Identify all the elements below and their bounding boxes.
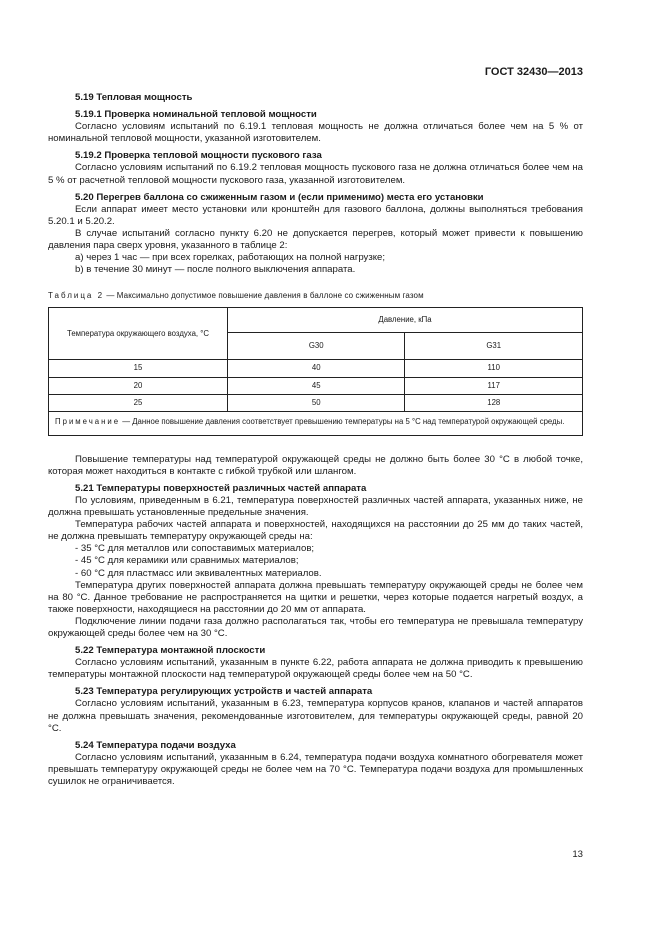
section-5-20-title: 5.20 Перегрев баллона со сжиженным газом и (если применимо) места его установки xyxy=(75,191,484,203)
table-2-caption-text: — Максимально допустимое повышение давления в баллоне со сжиженным газом xyxy=(104,291,424,301)
table-2-note xyxy=(49,411,583,435)
table-2-label: Таблица 2 xyxy=(48,291,105,301)
section-5-23-title: 5.23 Температура регулирующих устройств и частей аппарата xyxy=(75,686,373,698)
section-5-19-1-text: Согласно условиям испытаний по 6.19.1 тепловая мощность не должна отличаться более чем на 5 % от номинальной тепловой мощности, указанной изготовителем. xyxy=(48,121,583,145)
section-5-21-para-3: Температура других поверхностей аппарата должна превышать температуру окружающей среды не более чем на 80 °С. Данное требование не распространяется на щитки и решетки, через которые подается нагретый воздух, а также поверхности, находящиеся на расстоянии до 20 мм от аппарата. xyxy=(48,579,583,615)
cell-g30: 40 xyxy=(228,360,405,377)
table-2-caption xyxy=(48,290,583,302)
table-2-note-text: — Данное повышение давления соответствует превышению температуры на 5 °С над температурой окружающей среды. xyxy=(120,417,565,427)
section-5-20-para-1: Если аппарат имеет место установки или кронштейн для газового баллона, должны выполняться требования 5.20.1 и 5.20.2. xyxy=(48,203,583,227)
section-5-24-para-1: Согласно условиям испытаний, указанным в 6.24, температура подачи воздуха комнатного обогревателя может превышать температуру окружающей среды не более чем на 70 °С. Температура подачи воздуха для промышленных сушилок не ограничивается. xyxy=(48,751,583,788)
section-5-22-title: 5.22 Температура монтажной плоскости xyxy=(75,645,266,657)
section-5-21-para-4: Подключение линии подачи газа должно располагаться так, чтобы его температура не превышала температуру окружающей среды более чем на 30 °С. xyxy=(48,615,583,639)
table-row xyxy=(49,394,583,411)
col-header-pressure: Давление, кПа xyxy=(228,308,583,333)
after-table-text: Повышение температуры над температурой окружающей среды не должно быть более 30 °С в любой точке, которая может находиться в контакте с гибкой трубкой или шлангом. xyxy=(48,453,583,477)
section-5-23-para-1: Согласно условиям испытаний, указанным в 6.23, температура корпусов кранов, клапанов и частей аппаратов не должна превышать значения, рекомендованные изготовителем, для температуры окружающей среды, равной 20 °С. xyxy=(48,698,583,734)
table-2 xyxy=(48,307,583,435)
page-number: 13 xyxy=(572,849,583,860)
table-2-note-label: Примечание xyxy=(55,417,121,427)
page-content xyxy=(48,92,583,788)
section-5-20-item-b: b) в течение 30 минут — после полного выключения аппарата. xyxy=(75,264,356,276)
section-5-20-para-2: В случае испытаний согласно пункту 6.20 не допускается перегрев, который может привести к повышению давления пара сверх уровня, указанного в таблице 2: xyxy=(48,227,583,252)
section-5-21-list-item: - 45 °С для керамики или сравнимых материалов; xyxy=(75,555,299,567)
section-5-21-title: 5.21 Температуры поверхностей различных частей аппарата xyxy=(75,482,367,494)
section-5-19-2-text: Согласно условиям испытаний по 6.19.2 тепловая мощность пускового газа не должна отличаться более чем на 5 % от расчетной тепловой мощности пускового газа, указанной изготовителем. xyxy=(48,162,583,186)
col-header-g31: G31 xyxy=(405,333,583,360)
cell-g31: 117 xyxy=(405,377,583,394)
col-header-g30: G30 xyxy=(228,333,405,360)
cell-g30: 45 xyxy=(228,377,405,394)
cell-g30: 50 xyxy=(228,394,405,411)
section-5-19-2-title: 5.19.2 Проверка тепловой мощности пускового газа xyxy=(75,150,322,162)
document-id: ГОСТ 32430—2013 xyxy=(484,66,583,78)
cell-g31: 128 xyxy=(405,394,583,411)
cell-g31: 110 xyxy=(405,360,583,377)
table-row xyxy=(49,360,583,377)
section-5-21-list-item: - 60 °С для пластмасс или эквивалентных материалов. xyxy=(75,567,322,579)
cell-temperature: 25 xyxy=(49,394,228,411)
section-5-19-1-title: 5.19.1 Проверка номинальной тепловой мощности xyxy=(75,109,317,121)
cell-temperature: 15 xyxy=(49,360,228,377)
section-5-21-list-item: - 35 °С для металлов или сопоставимых материалов; xyxy=(75,543,315,555)
table-row xyxy=(49,377,583,394)
section-5-24-title: 5.24 Температура подачи воздуха xyxy=(75,739,236,751)
col-header-temperature: Температура окружающего воздуха, °С xyxy=(49,308,228,360)
section-5-19-title: 5.19 Тепловая мощность xyxy=(75,92,193,103)
section-5-22-para-1: Согласно условиям испытаний, указанным в пункте 6.22, работа аппарата не должна приводить к превышению температуры монтажной плоскости над температурой окружающей среды более чем на 50 °С. xyxy=(48,657,583,681)
section-5-21-para-2: Температура рабочих частей аппарата и поверхностей, находящихся на расстоянии до 25 мм до таких частей, не должна превышать температуру окружающей среды на: xyxy=(48,519,583,543)
cell-temperature: 20 xyxy=(49,377,228,394)
section-5-21-para-1: По условиям, приведенным в 6.21, температура поверхностей различных частей аппарата, указанных ниже, не должна превышать установленные предельные значения. xyxy=(48,494,583,519)
section-5-20-item-a: a) через 1 час — при всех горелках, работающих на полной нагрузке; xyxy=(75,252,386,264)
